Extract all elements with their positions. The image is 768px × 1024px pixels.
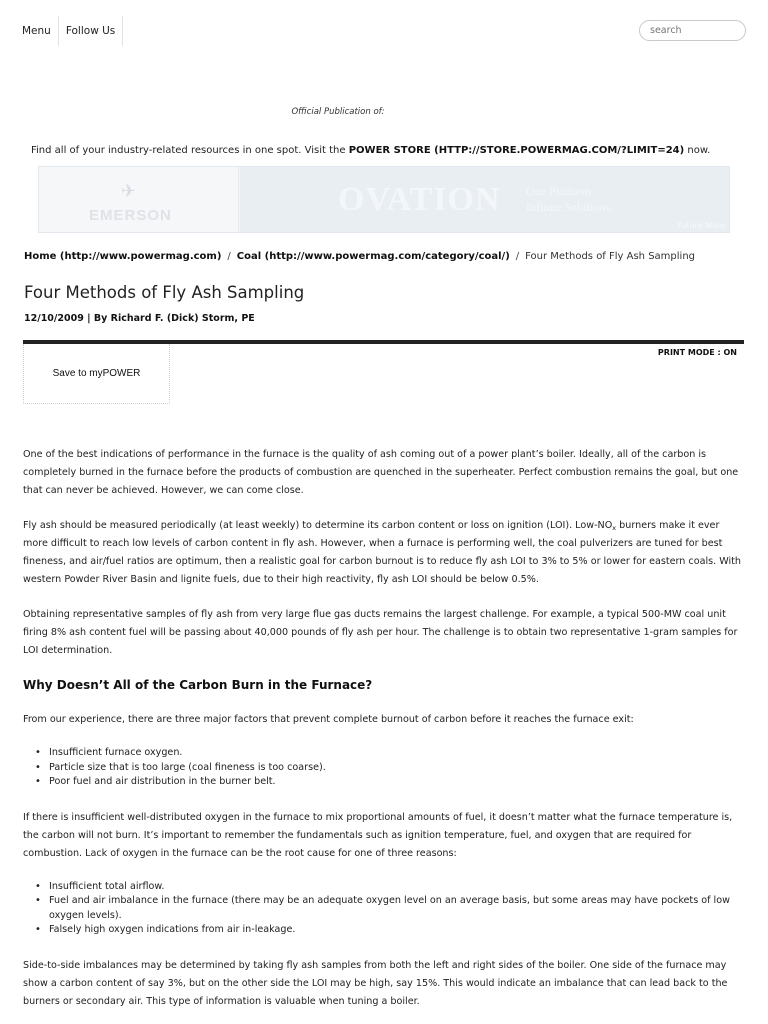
ad-tagline-line-2: Infinite Solutions.: [526, 200, 613, 214]
list-item: • Poor fuel and air distribution in the burner belt.: [23, 775, 745, 790]
ad-product-panel: [240, 167, 730, 233]
official-publication-label: Official Publication of:: [291, 107, 385, 117]
breadcrumb-separator: /: [227, 251, 231, 262]
article-paragraph: Obtaining representative samples of fly ash from very large flue gas ducts remains the largest challenge. For example, a typical 500-MW coal unit firing 8% ash content fuel will be passing about 40,000 pounds of fly ash per hour. The challenge is to obtain two representative 1-gram samples for LOI determination.: [23, 609, 738, 656]
article-paragraph: From our experience, there are three major factors that prevent complete burnout of carbon before it reaches the furnace exit:: [23, 714, 634, 725]
article-paragraph: [23, 517, 745, 589]
article-paragraph: One of the best indications of performance in the furnace is the quality of ash coming out of a power plant’s boiler. Ideally, all of the carbon is completely burned in the furnace before the products of combustion are quenched in the superheater. Perfect combustion remains the goal, but one that can never be achieved. However, we can come close.: [23, 449, 739, 496]
ad-brand-panel: [39, 167, 239, 233]
breadcrumb: [24, 251, 695, 262]
ad-tagline-line-1: One Platform.: [526, 184, 594, 198]
top-nav: [14, 16, 123, 46]
save-panel: [23, 344, 170, 404]
article-paragraph: Side-to-side imbalances may be determined by taking fly ash samples from both the left and right sides of the boiler. One side of the furnace may show a carbon content of say 3%, but on the other side the LOI may be high, say 15%. This would indicate an imbalance that can lead back to the burners or secondary air. This type of information is valuable when tuning a boiler.: [23, 959, 728, 1007]
store-promo-suffix: now.: [684, 145, 711, 156]
list-item: • Particle size that is too large (coal fineness is too coarse).: [23, 761, 745, 776]
bullet-list: [23, 880, 745, 938]
bullet-list: [23, 746, 745, 790]
list-item: • Falsely high oxygen indications from air in-leakage.: [23, 923, 745, 938]
breadcrumb-separator: /: [515, 251, 520, 262]
search-input[interactable]: [639, 20, 746, 41]
breadcrumb-current: Four Methods of Fly Ash Sampling: [525, 251, 696, 262]
ad-product-text: OVATION: [338, 181, 501, 218]
article-meta: 12/10/2009 | By Richard F. (Dick) Storm, PE: [24, 313, 255, 324]
print-mode-toggle[interactable]: PRINT MODE : ON: [657, 348, 737, 357]
power-store-link[interactable]: POWER STORE (HTTP://STORE.POWERMAG.COM/?LIMIT=24): [348, 145, 685, 156]
ad-tagline: [526, 183, 613, 215]
ad-cta[interactable]: Future More: [677, 221, 725, 230]
ad-banner[interactable]: [38, 166, 730, 233]
ad-brand-text: EMERSON: [89, 207, 172, 224]
store-promo-prefix: Find all of your industry-related resources in one spot. Visit the: [31, 145, 349, 156]
list-item: • Insufficient total airflow.: [23, 880, 745, 895]
store-promo: [31, 145, 710, 156]
list-item: • Insufficient furnace oxygen.: [23, 746, 745, 761]
emerson-logo-icon: ✈: [121, 181, 137, 202]
breadcrumb-category-link[interactable]: Coal (http://www.powermag.com/category/coal/): [236, 251, 510, 262]
breadcrumb-home-link[interactable]: Home (http://www.powermag.com): [24, 251, 222, 262]
page-title: Four Methods of Fly Ash Sampling: [24, 283, 305, 302]
list-item: • Fuel and air imbalance in the furnace (there may be an adequate oxygen level on an average basis, but some areas may have pockets of low oxygen levels).: [23, 894, 745, 923]
follow-us-button[interactable]: Follow Us: [59, 16, 123, 46]
article-body: [23, 446, 745, 1024]
article-paragraph: If there is insufficient well-distributed oxygen in the furnace to mix proportional amounts of fuel, it doesn’t matter what the furnace temperature is, the carbon will not burn. It’s important to remember the fundamentals such as ignition temperature, fuel, and oxygen that are required for combustion. Lack of oxygen in the furnace can be the root cause for one of three reasons:: [23, 811, 733, 859]
paragraph-text: Fly ash should be measured periodically (at least weekly) to determine its carbon content or loss on ignition (LOI). Low-NO: [23, 520, 613, 531]
paragraph-text: burners make it ever more difficult to reach low levels of carbon content in fly ash. However, when a furnace is performing well, the coal pulverizers are tuned for best fineness, and air/fuel ratios are optimum, then a realistic goal for carbon burnout is to reduce fly ash LOI to 3% to 5% or lower for eastern coals. With western Powder River Basin and lignite fuels, due to their high reactivity, fly ash LOI should be below 0.5%.: [23, 520, 741, 585]
subscript-x: x: [612, 524, 617, 532]
section-heading: Why Doesn’t All of the Carbon Burn in the Furnace?: [23, 678, 373, 692]
menu-button[interactable]: Menu: [14, 16, 59, 46]
save-to-mypower-button[interactable]: Save to myPOWER: [52, 368, 141, 379]
